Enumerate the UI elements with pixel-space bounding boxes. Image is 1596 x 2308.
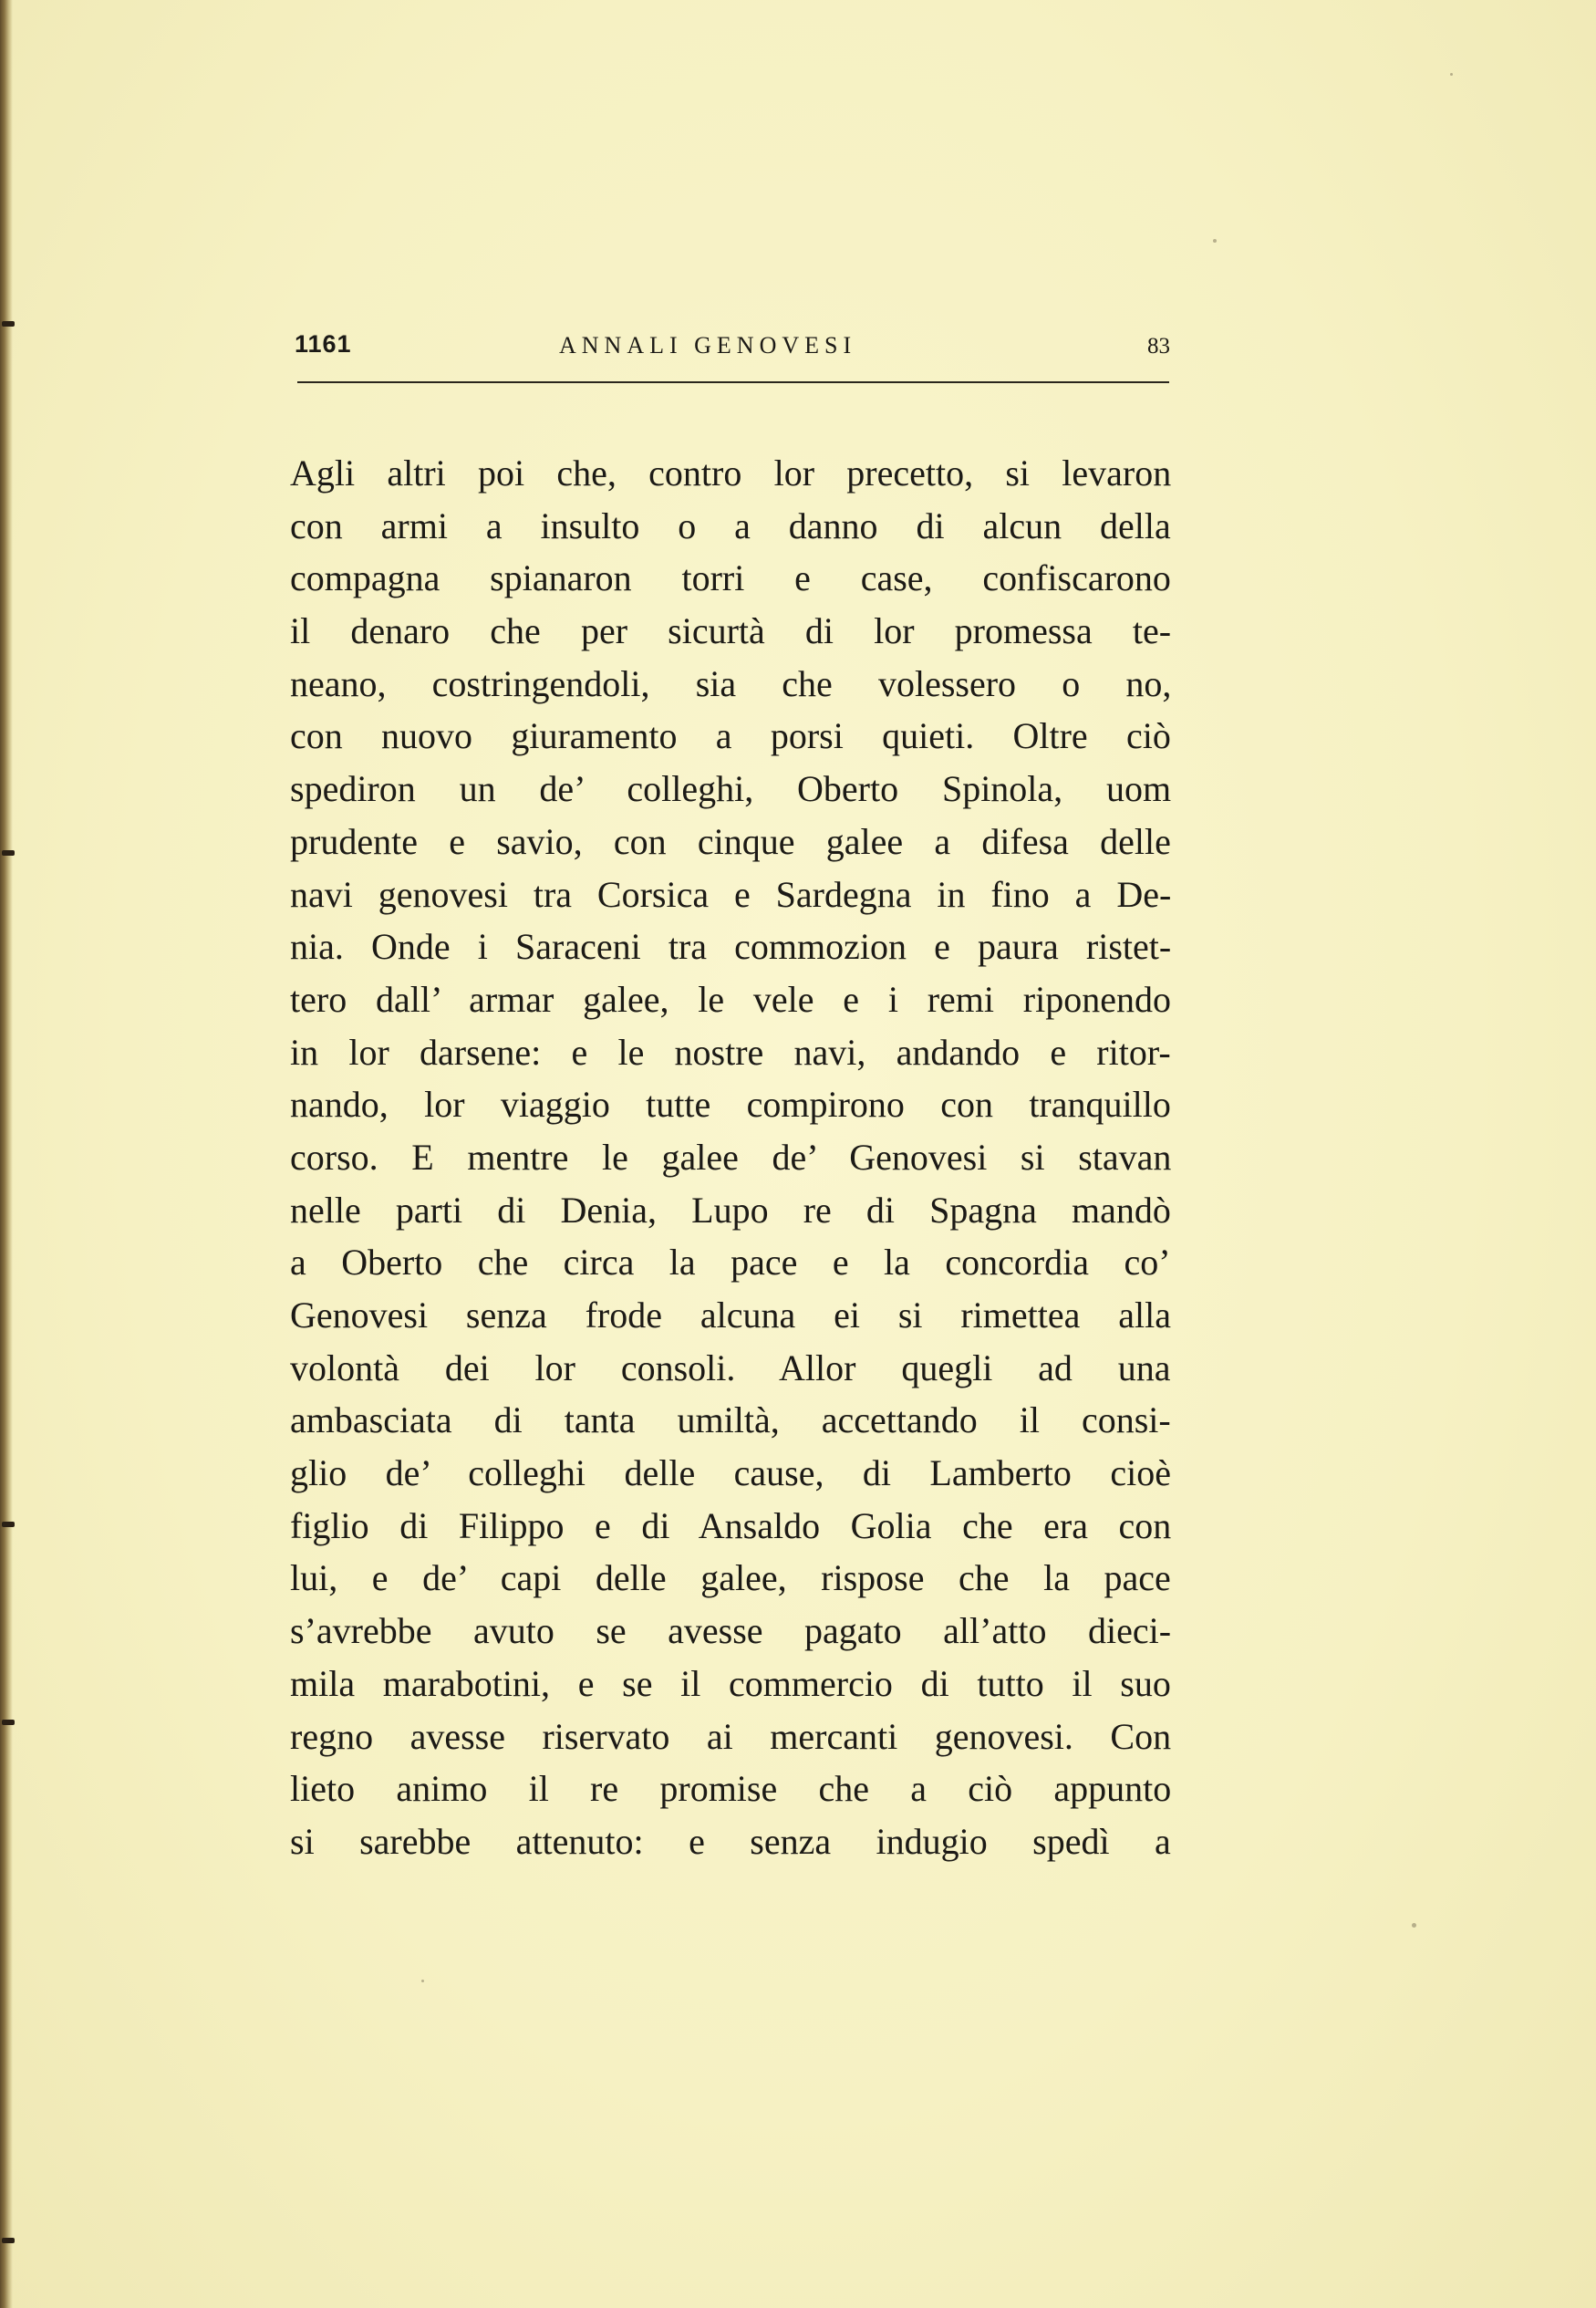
paper-speck <box>1213 239 1217 243</box>
text-line: nando, lor viaggio tutte compirono con tranquillo <box>290 1084 1171 1126</box>
text-line: ambasciata di tanta umiltà, accettando il consi- <box>290 1399 1171 1441</box>
page-number: 83 <box>1147 334 1170 359</box>
header-year: 1161 <box>295 330 352 358</box>
text-line: nia. Onde i Saraceni tra commozion e paura ristet- <box>290 926 1172 968</box>
text-line: con armi a insulto o a danno di alcun della <box>290 504 1171 546</box>
text-line: mila marabotini, e se il commercio di tutto il suo <box>290 1662 1171 1704</box>
text-line: tero dall’ armar galee, le vele e i remi riponendo <box>290 978 1171 1020</box>
binding-stitch <box>2 2238 15 2243</box>
text-line: volontà dei lor consoli. Allor quegli ad una <box>290 1346 1171 1388</box>
binding-stitch <box>2 850 15 856</box>
paper-speck <box>421 1980 424 1982</box>
text-line: a Oberto che circa la pace e la concordia co’ <box>290 1242 1171 1284</box>
binding-edge <box>0 0 13 2308</box>
paper-speck <box>1412 1923 1416 1928</box>
text-line: nelle parti di Denia, Lupo re di Spagna mandò <box>290 1189 1171 1231</box>
text-line: neano, costringendoli, sia che volessero o no, <box>290 662 1172 704</box>
text-line: regno avesse riservato ai mercanti genovesi. Con <box>290 1715 1172 1757</box>
text-line: navi genovesi tra Corsica e Sardegna in fino a De- <box>290 873 1172 915</box>
header-rule <box>297 381 1169 383</box>
text-line: si sarebbe attenuto: e senza indugio spedì a <box>290 1820 1171 1862</box>
binding-stitch <box>2 321 15 327</box>
text-line: corso. E mentre le galee de’ Genovesi si stavan <box>290 1136 1172 1178</box>
binding-stitch <box>2 1522 15 1527</box>
text-line: figlio di Filippo e di Ansaldo Golia che era con <box>290 1504 1172 1546</box>
body-text <box>290 447 1171 1868</box>
text-line: Genovesi senza frode alcuna ei si rimettea alla <box>290 1294 1171 1336</box>
text-line: s’avrebbe avuto se avesse pagato all’atto dieci- <box>290 1610 1172 1652</box>
running-header <box>295 327 1170 372</box>
text-line: in lor darsene: e le nostre navi, andando e ritor- <box>290 1031 1171 1073</box>
header-title: ANNALI GENOVESI <box>559 332 857 359</box>
text-line: compagna spianaron torri e case, confiscarono <box>290 557 1171 599</box>
text-line: glio de’ colleghi delle cause, di Lamberto cioè <box>290 1452 1171 1494</box>
text-line: prudente e savio, con cinque galee a difesa delle <box>290 820 1171 862</box>
text-line: con nuovo giuramento a porsi quieti. Oltre ciò <box>290 715 1171 757</box>
text-line: lieto animo il re promise che a ciò appunto <box>290 1768 1172 1810</box>
paper-speck <box>1450 73 1453 76</box>
text-line: Agli altri poi che, contro lor precetto, si levaron <box>290 452 1172 494</box>
text-line: spediron un de’ colleghi, Oberto Spinola, uom <box>290 768 1172 810</box>
text-line: lui, e de’ capi delle galee, rispose che la pace <box>290 1557 1171 1599</box>
binding-stitch <box>2 1720 15 1725</box>
text-line: il denaro che per sicurtà di lor promessa te- <box>290 610 1172 652</box>
